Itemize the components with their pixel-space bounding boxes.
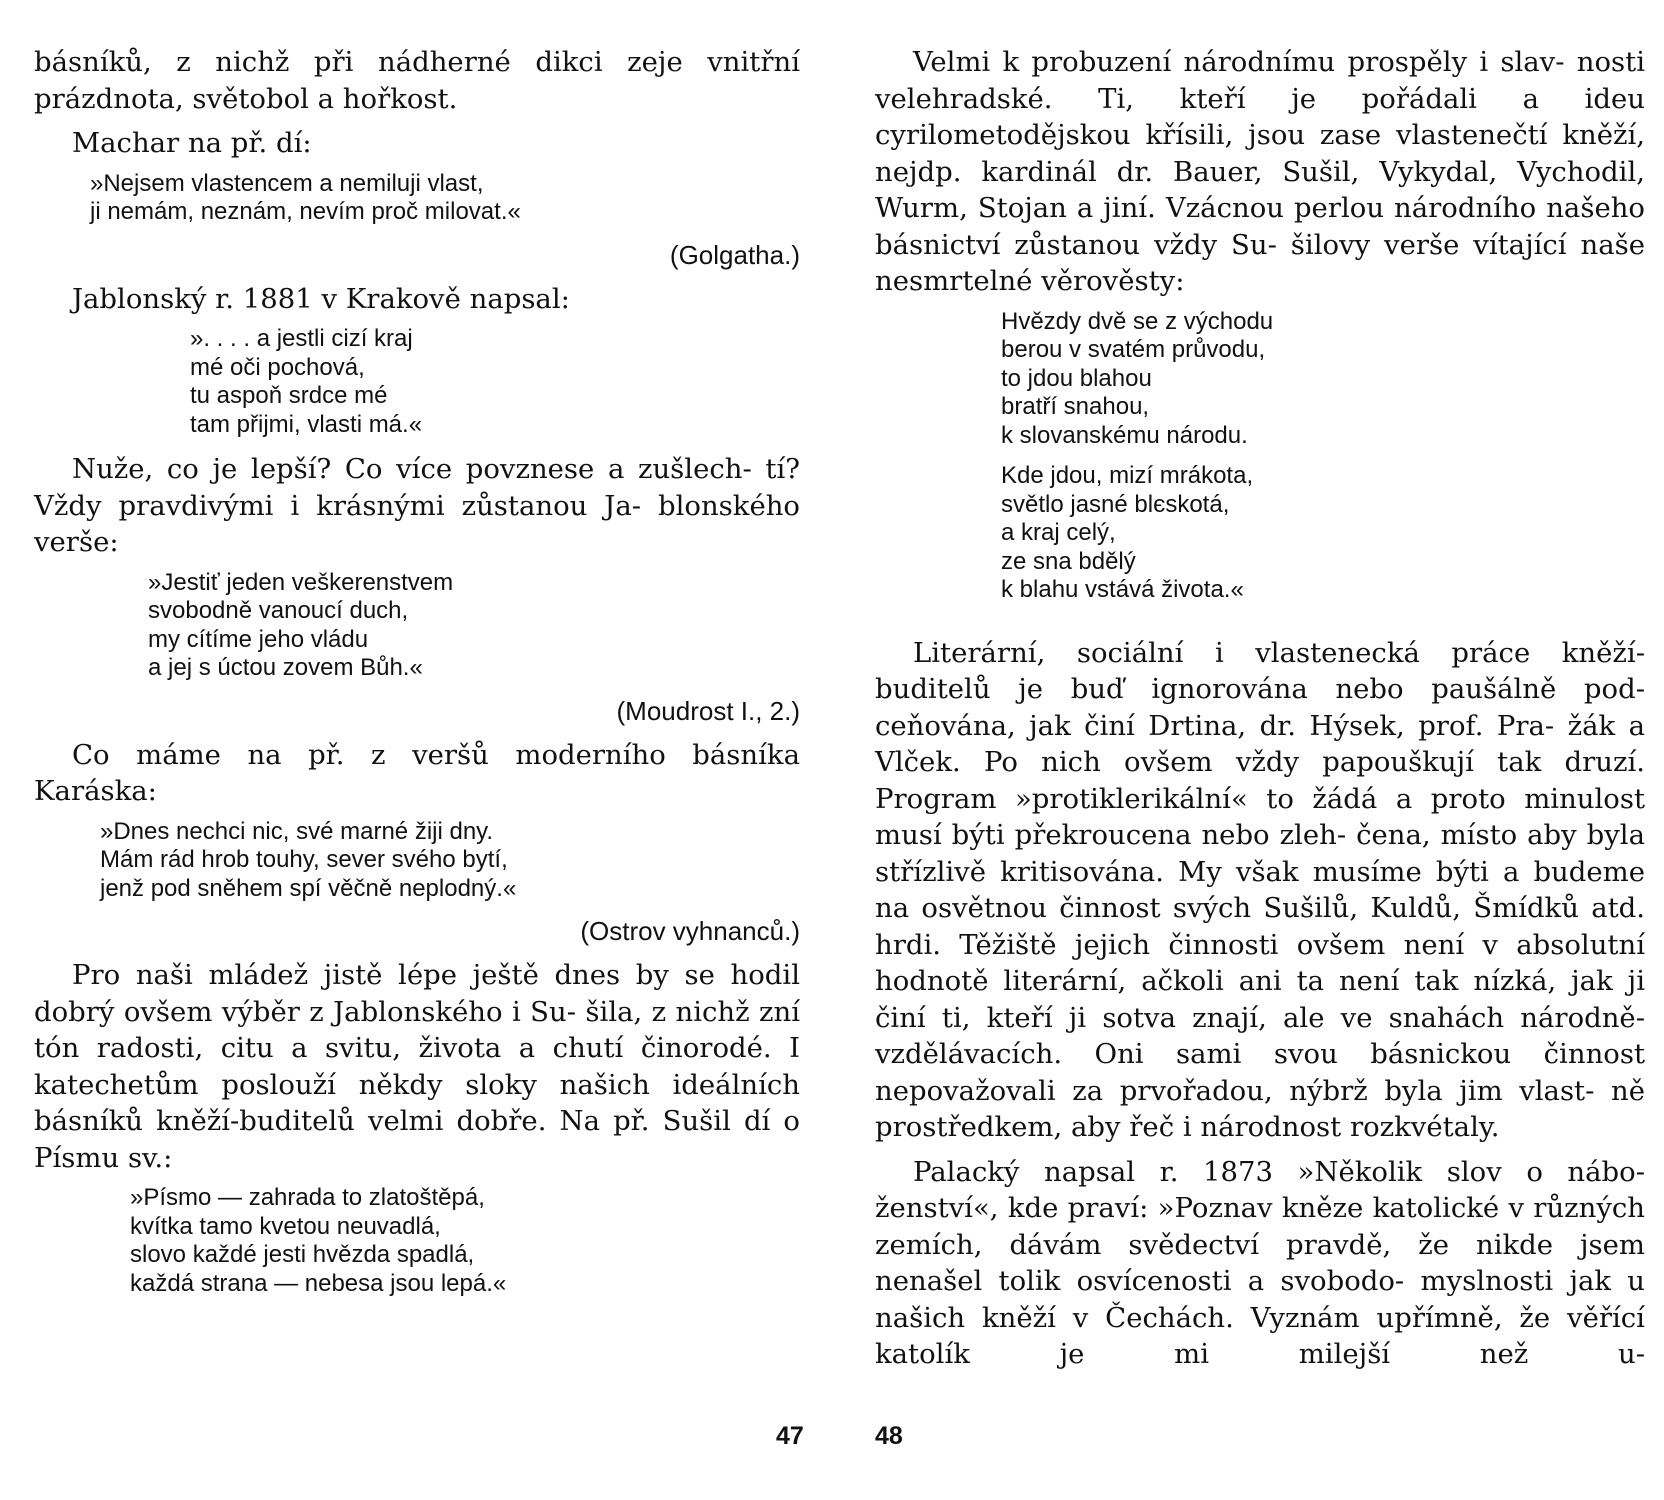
text-line: ně prostředkem, aby řeč i národnost rozkvétaly. [875, 1074, 1645, 1143]
text-line: šilovy verše vítající naše nesmrtelné věrověsty: [875, 228, 1645, 297]
verse-line: ». . . . a jestli cizí kraj [190, 325, 413, 352]
left-source-3: (Moudrost I., 2.) [616, 695, 800, 726]
verse-line: to jdou blahou [1001, 364, 1152, 392]
text-line: ceňována, jak činí Drtina, dr. Hýsek, prof. Pra- [875, 709, 1555, 742]
left-verse-4 [100, 818, 800, 904]
text-line: v různých zemích, dávám svědectví pravdě, že [875, 1192, 1645, 1261]
verse-line: světlo jasné blєskotá, [1001, 490, 1230, 518]
verse-line: berou v svatém průvodu, [1001, 336, 1266, 363]
text-line: vzdělávacích. Oni sami svou básnickou činnost [875, 1038, 1645, 1070]
text-line: a chutí činorodé. I katechetům poslouží někdy [34, 1032, 800, 1101]
right-para-1 [875, 44, 1645, 300]
text-line: šila, z nichž zní tón radosti, citu a svitu, života [34, 995, 801, 1064]
left-verse-5 [130, 1184, 800, 1298]
text-line: prázdnota, světobol a hořkost. [34, 82, 458, 115]
verse-line: tam přijmi, vlasti má.« [190, 410, 423, 438]
text-line: však musíme býti a budeme na osvětnou činnost [875, 855, 1645, 924]
text-line: cyrilometodějskou křísili, jsou zase vlastenečtí [875, 119, 1548, 151]
left-verse-2 [190, 325, 800, 439]
text-line: Pro naši mládež jistě lépe ještě dnes by se [72, 959, 715, 991]
left-source-4: (Ostrov vyhnanců.) [580, 916, 800, 946]
left-para-6 [34, 957, 800, 1176]
text-line: literární, ačkoli ani ta není tak nízká, jak ji činí [875, 965, 1645, 1034]
verse-line: tu aspoň srdce mé [190, 382, 388, 409]
text-line: nosti velehradské. Ti, kteří je pořádali a ideu [875, 46, 1645, 115]
text-line: hodil dobrý ovšem výběr z Jablonského i Su- [34, 959, 800, 1028]
page-number-right: 48 [875, 1422, 903, 1450]
text-line: jejich činnosti ovšem není v absolutní hodnotě [875, 928, 1645, 997]
verse-line: svobodně vanoucí duch, [148, 597, 409, 624]
verse-line: jenž pod sněhem spí věčně neplodný.« [100, 874, 517, 902]
text-line: Karáska: [34, 775, 157, 807]
text-line: ženství«, kde praví: »Poznav kněze katolické [875, 1192, 1500, 1224]
text-line: myslnosti jak u našich kněží v Čechách. Vyznám [875, 1265, 1645, 1334]
right-page [875, 44, 1645, 1381]
verse-line: ji nemám, neznám, nevím proč milovat.« [90, 198, 521, 225]
verse-line: k slovanskému národu. [1001, 421, 1248, 449]
left-para-3: Jablonský r. 1881 v Krakově napsal: [72, 282, 570, 315]
text-line: velmi dobře. Na př. Sušil dí o Písmu sv.: [34, 1105, 800, 1174]
left-page [34, 44, 800, 1310]
text-line: ti, kteří ji sotva znají, ale ve snahách národně- [941, 1001, 1646, 1034]
text-line: básníků, z nichž při nádherné dikci zeje vnitřní [34, 46, 800, 78]
verse-line: Mám rád hrob touhy, sever svého bytí, [100, 846, 508, 873]
verse-line: »Jestiť jeden veškerenstvem [148, 568, 454, 596]
text-line: Velmi k probuzení národnímu prospěly i slav- [913, 46, 1565, 78]
verse-line: ze sna bdělý [1001, 547, 1136, 575]
text-line: blonského verše: [34, 489, 800, 558]
text-line: národního našeho básnictví zůstanou vždy Su- [875, 192, 1645, 261]
text-line: Vychodil, Wurm, Stojan a jiní. Vzácnou perlou [875, 155, 1645, 224]
verse-line: k blahu vstává života.« [1001, 576, 1244, 603]
text-line: žák a Vlček. Po nich ovšem vždy papouškují [875, 709, 1645, 778]
right-para-3 [875, 1154, 1645, 1373]
right-verse-1 [1001, 308, 1645, 451]
verse-line: my cítíme jeho vládu [148, 625, 369, 653]
left-para-1 [34, 44, 800, 117]
verse-line: »Dnes nechci nic, své marné žiji dny. [100, 817, 494, 845]
text-line: nikde jsem nenašel tolik osvícenosti a svobodo- [875, 1228, 1645, 1297]
verse-line: bratří snahou, [1001, 393, 1150, 420]
text-line: upřímně, že věřící katolík je mi milejší než u- [875, 1301, 1645, 1370]
verse-line: Kde jdou, mizí mrákota, [1001, 462, 1254, 489]
verse-line: »Nejsem vlastencem a nemiluji vlast, [90, 169, 484, 197]
left-verse-1 [90, 170, 800, 227]
text-line: Co máme na př. z veršů moderního básníka [72, 738, 800, 771]
verse-line: Hvězdy dvě se z východu [1001, 307, 1274, 335]
text-line: tak druzí. Program »protiklerikální« to žádá a [875, 746, 1645, 815]
text-line: Literární, sociální i vlastenecká práce kněží- [913, 636, 1645, 669]
verse-line: slovo každé jesti hvězda spadlá, [130, 1241, 475, 1268]
text-line: kněží, nejdp. kardinál dr. Bauer, Sušil, Vykydal, [875, 119, 1645, 188]
left-source-1: (Golgatha.) [669, 239, 800, 270]
right-verse-2 [1001, 462, 1645, 605]
left-para-2: Machar na př. dí: [72, 127, 312, 159]
text-line: proto minulost musí býti překroucena nebo zleh- [875, 782, 1646, 851]
verse-line: »Písmo — zahrada to zlatoštěpá, [130, 1184, 485, 1211]
verse-line: kvítka tamo kvetou neuvadlá, [130, 1212, 441, 1240]
left-verse-3 [148, 569, 800, 683]
text-line: Palacký napsal r. 1873 »Několik slov o nábo- [913, 1155, 1645, 1188]
text-line: Nuže, co je lepší? Co více povznese a zušlech- [72, 453, 752, 485]
text-line: sloky našich ideálních básníků kněží-buditelů [34, 1068, 800, 1137]
left-para-4 [34, 451, 800, 561]
text-line: tí? Vždy pravdivými i krásnými zůstanou Ja- [34, 453, 800, 522]
text-line: čena, místo aby byla střízlivě kritisována. My [875, 819, 1645, 888]
text-line: buditelů je buď ignorována nebo paušálně pod- [875, 673, 1645, 705]
text-line: svých Sušilů, Kuldů, Šmídků atd. hrdi. Těžiště [875, 892, 1646, 961]
left-para-5 [34, 737, 800, 810]
verse-line: mé oči pochová, [190, 353, 365, 381]
right-para-2 [875, 635, 1645, 1146]
page-number-left: 47 [776, 1422, 804, 1450]
verse-line: a jej s úctou zovem Bůh.« [148, 654, 423, 681]
text-line: nepovažovali za prvořadou, nýbrž byla jim vlast- [875, 1074, 1595, 1107]
verse-line: každá strana — nebesa jsou lepá.« [130, 1269, 507, 1297]
verse-line: a kraj celý, [1001, 519, 1116, 546]
